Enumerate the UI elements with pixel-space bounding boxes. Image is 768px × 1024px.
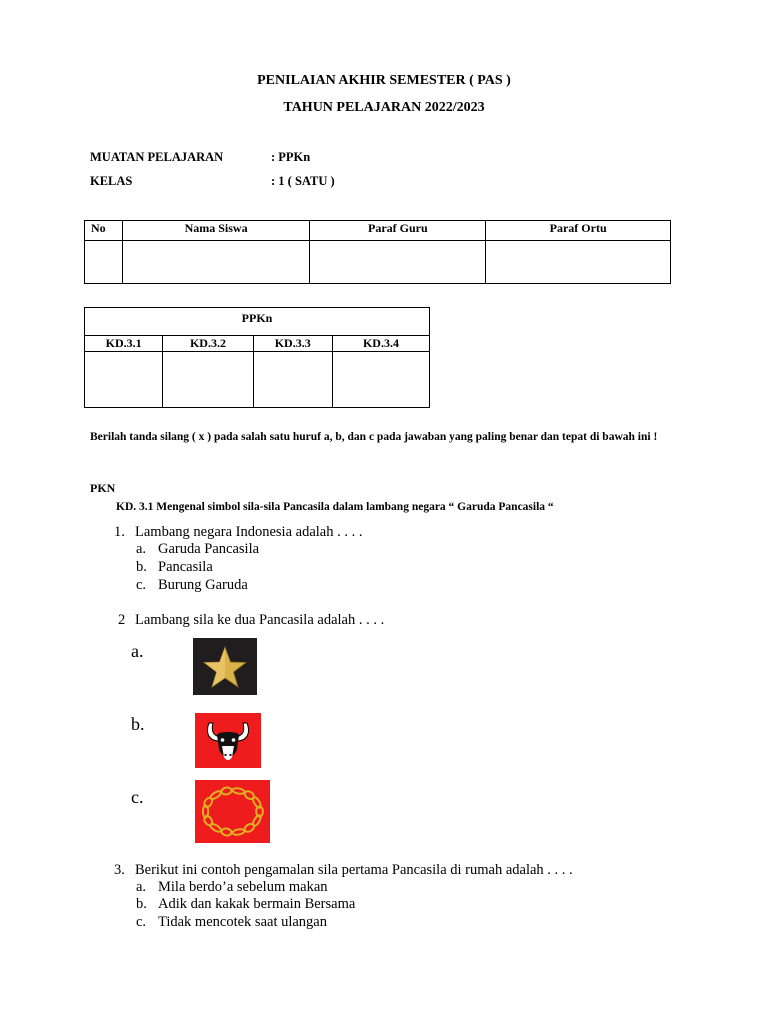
chain-icon[interactable]	[195, 780, 270, 843]
q2-option-a-letter[interactable]: a.	[131, 641, 144, 661]
page-subtitle: TAHUN PELAJARAN 2022/2023	[283, 100, 485, 115]
col-header-kd34: KD.3.4	[332, 336, 429, 352]
q3-option-b-letter[interactable]: b.	[136, 896, 147, 912]
score-table	[84, 307, 430, 408]
cell-paraf-ortu[interactable]	[486, 241, 671, 284]
q3-option-a-letter[interactable]: a.	[136, 879, 147, 895]
question-2-number: 2	[118, 612, 126, 628]
question-2-text: Lambang sila ke dua Pancasila adalah . . . .	[135, 612, 385, 628]
cell-nama-siswa[interactable]	[122, 241, 310, 284]
kd-text: KD. 3.1 Mengenal simbol sila-sila Pancasila dalam lambang negara “ Garuda Pancasila “	[116, 501, 554, 513]
q3-option-a-text: Mila berdo’a sebelum makan	[158, 879, 328, 895]
q1-option-c-text: Burung Garuda	[158, 577, 248, 593]
section-label: PKN	[90, 481, 116, 495]
col-header-kd33: KD.3.3	[253, 336, 332, 352]
subject-label: MUATAN PELAJARAN	[90, 150, 224, 164]
col-header-paraf-guru: Paraf Guru	[310, 221, 486, 241]
class-label: KELAS	[90, 174, 133, 188]
score-cell-kd34[interactable]	[332, 352, 429, 408]
col-header-no: No	[85, 221, 123, 241]
star-icon[interactable]	[193, 638, 257, 695]
student-table	[84, 220, 671, 284]
q1-option-a-letter[interactable]: a.	[136, 541, 147, 557]
score-cell-kd32[interactable]	[163, 352, 253, 408]
cell-no[interactable]	[85, 241, 123, 284]
page-title: PENILAIAN AKHIR SEMESTER ( PAS )	[257, 73, 511, 88]
question-3-number: 3.	[114, 862, 125, 878]
instruction-text: Berilah tanda silang ( x ) pada salah satu huruf a, b, dan c pada jawaban yang paling benar dan tepat di bawah ini !	[90, 431, 658, 443]
col-header-kd31: KD.3.1	[85, 336, 163, 352]
q1-option-a-text: Garuda Pancasila	[158, 541, 260, 557]
q1-option-b-text: Pancasila	[158, 559, 213, 575]
q1-option-b-letter[interactable]: b.	[136, 559, 147, 575]
subject-value: : PPKn	[271, 150, 311, 164]
col-header-nama-siswa: Nama Siswa	[122, 221, 310, 241]
cell-paraf-guru[interactable]	[310, 241, 486, 284]
q3-option-c-letter[interactable]: c.	[136, 914, 147, 930]
question-1-number: 1.	[114, 524, 125, 540]
score-cell-kd31[interactable]	[85, 352, 163, 408]
question-1-text: Lambang negara Indonesia adalah . . . .	[135, 524, 363, 540]
col-header-paraf-ortu: Paraf Ortu	[486, 221, 671, 241]
q2-option-b-letter[interactable]: b.	[131, 714, 145, 734]
class-value: : 1 ( SATU )	[271, 174, 335, 188]
score-table-title: PPKn	[85, 308, 430, 336]
q2-option-c-letter[interactable]: c.	[131, 787, 144, 807]
q3-option-c-text: Tidak mencotek saat ulangan	[158, 914, 327, 930]
banteng-icon[interactable]	[195, 713, 261, 768]
question-3-text: Berikut ini contoh pengamalan sila pertama Pancasila di rumah adalah . . . .	[135, 862, 573, 878]
q1-option-c-letter[interactable]: c.	[136, 577, 147, 593]
col-header-kd32: KD.3.2	[163, 336, 253, 352]
score-cell-kd33[interactable]	[253, 352, 332, 408]
q3-option-b-text: Adik dan kakak bermain Bersama	[158, 896, 356, 912]
